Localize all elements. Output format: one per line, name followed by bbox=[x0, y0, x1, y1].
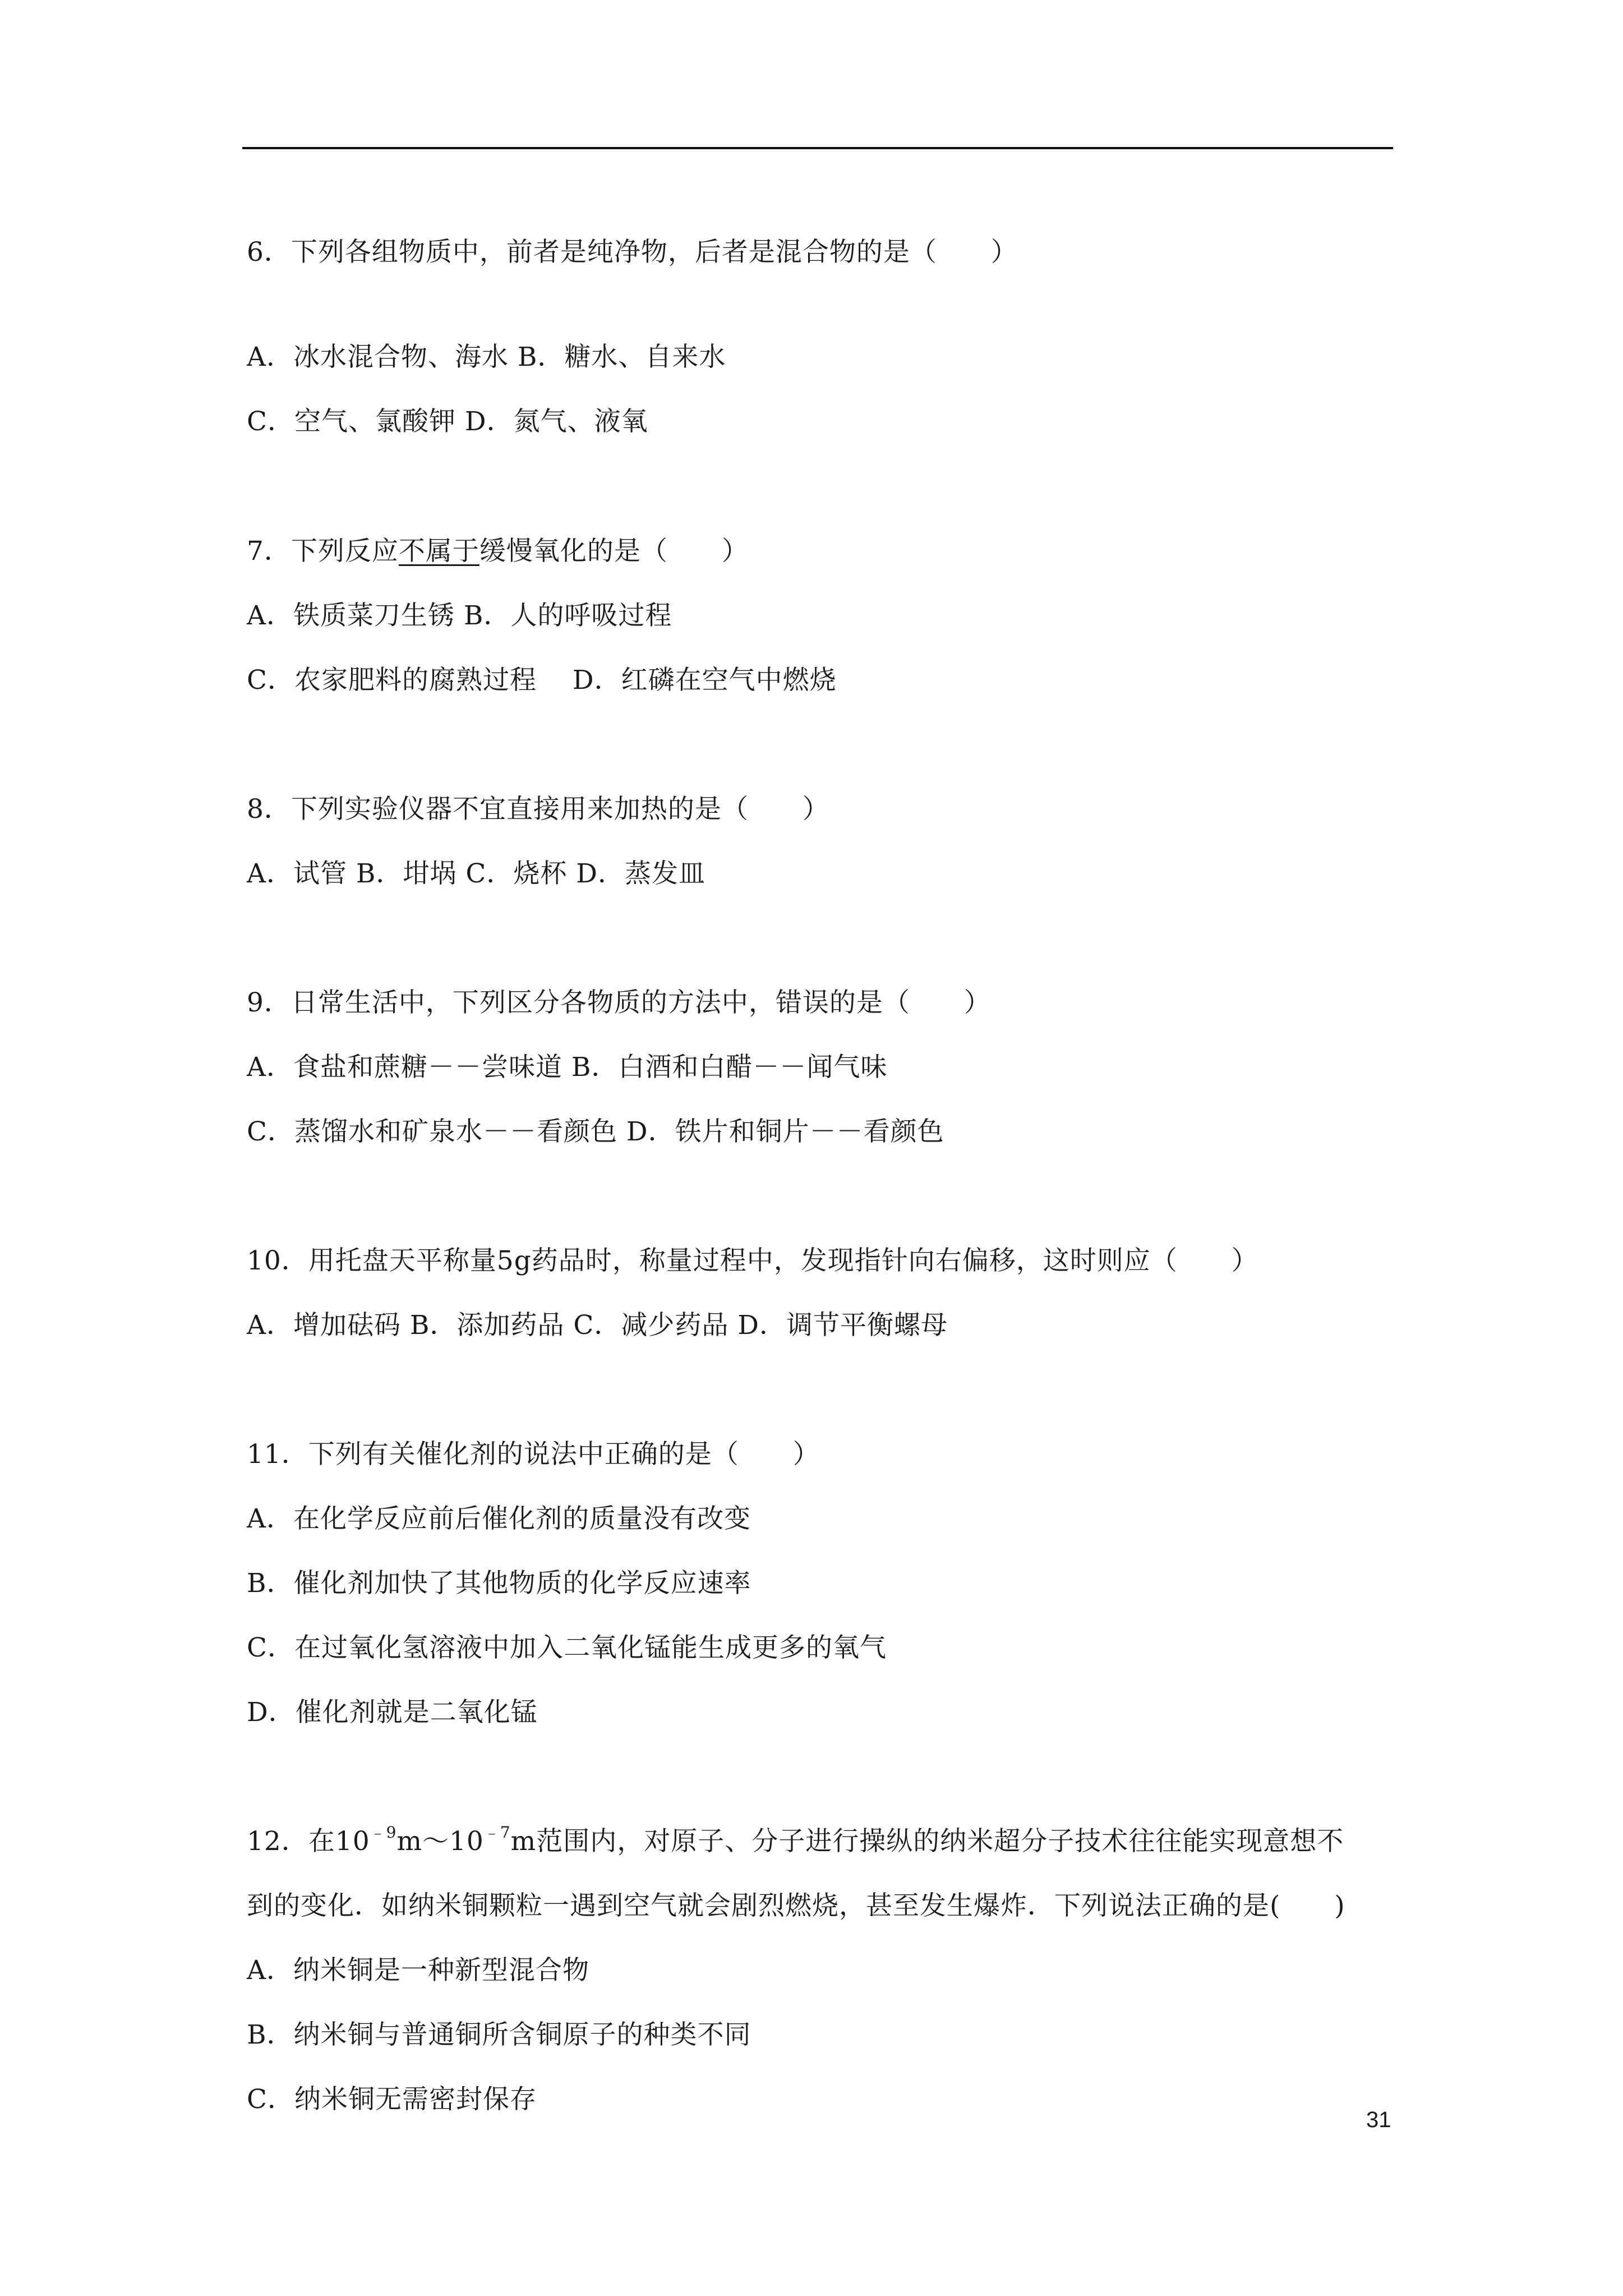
question-12-option-b: B．纳米铜与普通铜所含铜原子的种类不同 bbox=[247, 2019, 751, 2050]
question-6-stem: 6．下列各组物质中，前者是纯净物，后者是混合物的是（ ） bbox=[247, 237, 1018, 268]
question-10-options: A．增加砝码 B．添加药品 C．减少药品 D．调节平衡螺母 bbox=[247, 1310, 948, 1341]
question-11-option-b: B．催化剂加快了其他物质的化学反应速率 bbox=[247, 1568, 751, 1599]
question-7-stem-underlined: 不属于 bbox=[398, 536, 479, 567]
question-9-stem: 9．日常生活中，下列区分各物质的方法中，错误的是（ ） bbox=[247, 987, 991, 1018]
question-12-exponent-1: ﹣9 bbox=[370, 1823, 397, 1842]
question-8-options: A．试管 B．坩埚 C．烧杯 D．蒸发皿 bbox=[247, 858, 706, 889]
question-7-option-line-2: C．农家肥料的腐熟过程 D．红磷在空气中燃烧 bbox=[247, 665, 837, 696]
header-rule bbox=[242, 147, 1393, 149]
question-12-option-c: C．纳米铜无需密封保存 bbox=[247, 2084, 537, 2115]
question-12-option-a: A．纳米铜是一种新型混合物 bbox=[247, 1955, 589, 1986]
question-12-stem-part-1: 12．在10 bbox=[247, 1826, 370, 1857]
question-6-option-line-1: A．冰水混合物、海水 B．糖水、自来水 bbox=[247, 342, 726, 372]
question-11-option-c: C．在过氧化氢溶液中加入二氧化锰能生成更多的氧气 bbox=[247, 1632, 887, 1663]
question-6-option-line-2: C．空气、氯酸钾 D．氮气、液氧 bbox=[247, 406, 648, 437]
question-12-stem-line-2: 到的变化．如纳米铜颗粒一遇到空气就会剧烈燃烧，甚至发生爆炸．下列说法正确的是( ) bbox=[247, 1890, 1345, 1921]
question-12-exponent-2: ﹣7 bbox=[483, 1823, 511, 1842]
question-11-stem: 11．下列有关催化剂的说法中正确的是（ ） bbox=[247, 1439, 820, 1470]
question-12-stem-part-3: m范围内，对原子、分子进行操纵的纳米超分子技术往往能实现意想不 bbox=[510, 1826, 1344, 1857]
question-12-stem-line-1 bbox=[247, 1825, 1344, 1858]
question-11-option-a: A．在化学反应前后催化剂的质量没有改变 bbox=[247, 1503, 751, 1534]
question-7-option-line-1: A．铁质菜刀生锈 B．人的呼吸过程 bbox=[247, 600, 672, 631]
question-9-option-line-1: A．食盐和蔗糖－－尝味道 B．白酒和白醋－－闻气味 bbox=[247, 1052, 888, 1083]
question-7-stem-end: 缓慢氧化的是（ ） bbox=[479, 536, 749, 567]
page-number: 31 bbox=[1366, 2108, 1391, 2132]
question-9-option-line-2: C．蒸馏水和矿泉水－－看颜色 D．铁片和铜片－－看颜色 bbox=[247, 1116, 944, 1147]
question-7-stem-start: 7．下列反应 bbox=[247, 536, 399, 567]
question-10-stem: 10．用托盘天平称量5g药品时，称量过程中，发现指针向右偏移，这时则应（ ） bbox=[247, 1245, 1258, 1276]
question-11-option-d: D．催化剂就是二氧化锰 bbox=[247, 1697, 538, 1728]
question-8-stem: 8．下列实验仪器不宜直接用来加热的是（ ） bbox=[247, 794, 829, 825]
question-7-stem bbox=[247, 535, 749, 568]
question-12-stem-part-2: m～10 bbox=[396, 1826, 484, 1857]
